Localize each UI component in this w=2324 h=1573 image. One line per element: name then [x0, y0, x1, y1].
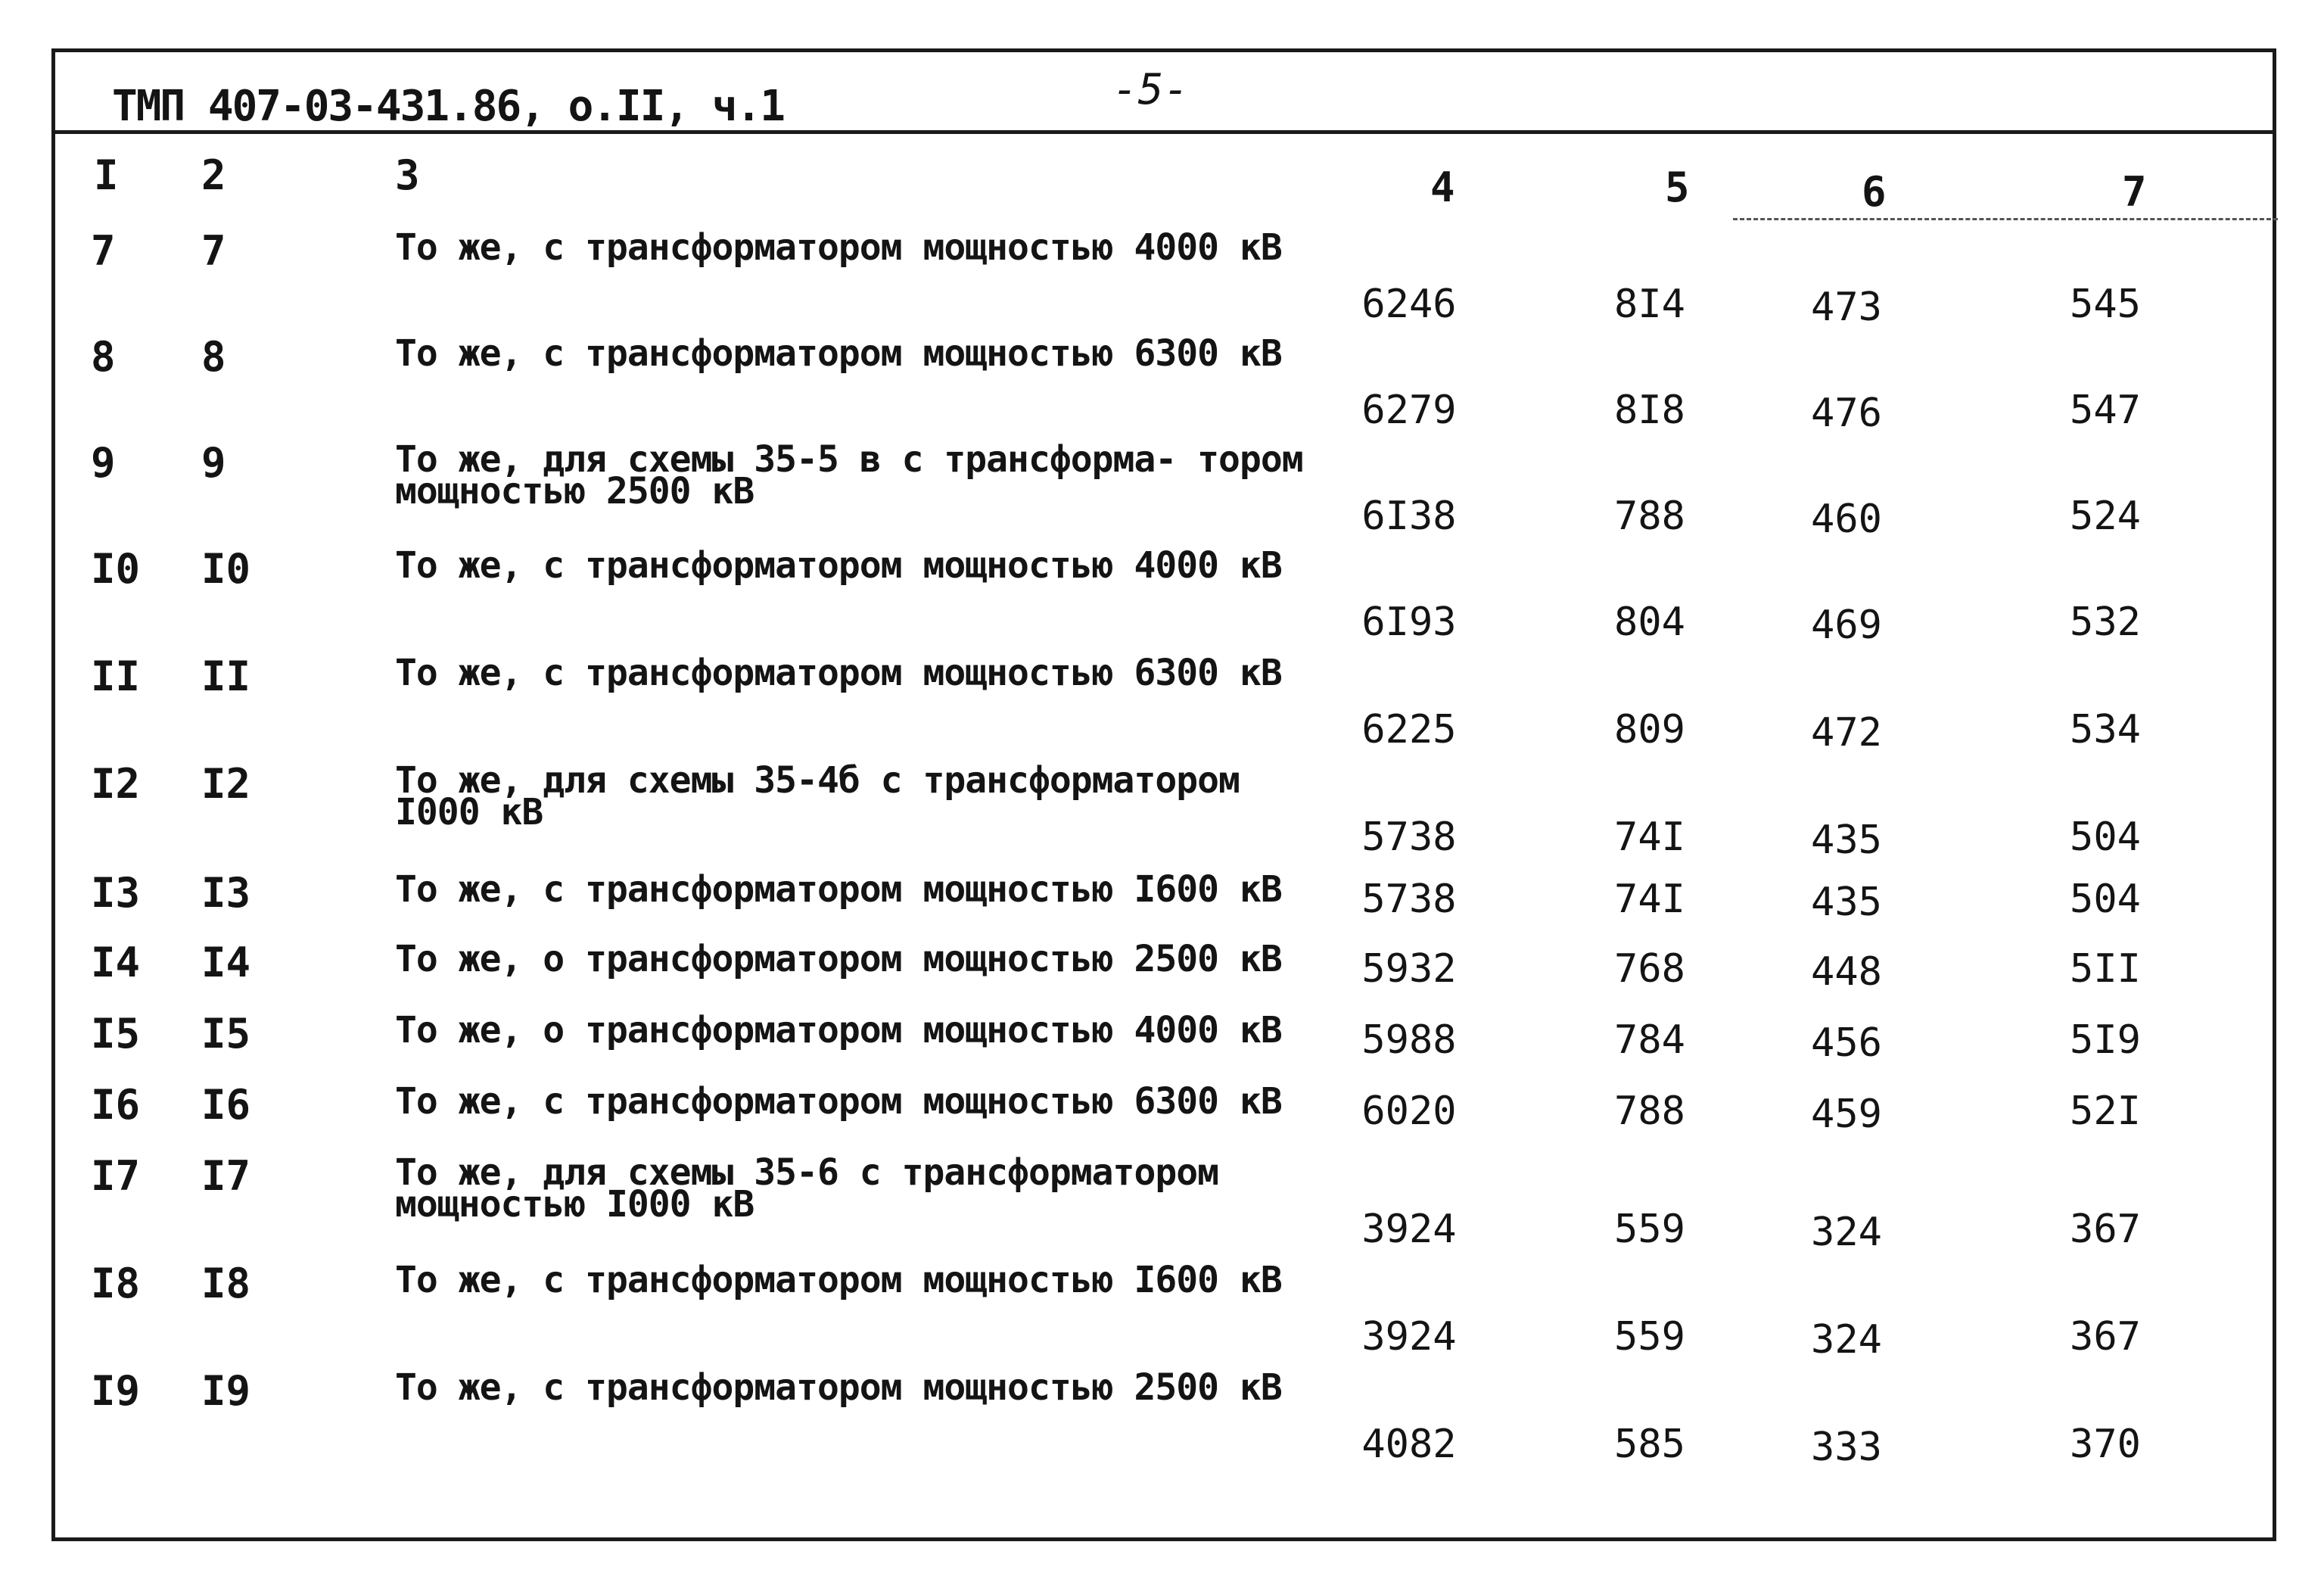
value-col-7-cell: 370	[2070, 1422, 2141, 1467]
value-col-5-cell: 784	[1614, 1017, 1685, 1063]
row-number-cell: I7	[91, 1152, 141, 1200]
row-description-cell: То же, для схемы 35-6 с трансформатором мощностью I000 кВ	[395, 1151, 1219, 1226]
row-position-cell: I3	[201, 869, 251, 917]
value-col-6-cell: 472	[1811, 710, 1882, 755]
value-col-6-cell: 435	[1811, 880, 1882, 925]
row-description-cell: То же, о трансформатором мощностью 2500 кВ	[395, 938, 1282, 980]
row-description-cell: То же, с трансформатором мощностью 6300 кВ	[395, 332, 1282, 375]
value-col-5-cell: 8I4	[1614, 282, 1685, 327]
value-col-4-cell: 5738	[1361, 815, 1457, 860]
row-position-cell: I0	[201, 545, 251, 593]
value-col-4-cell: 6I38	[1361, 494, 1457, 539]
value-col-4-cell: 6020	[1361, 1089, 1457, 1134]
value-col-4-cell: 6225	[1361, 707, 1457, 752]
value-col-5-cell: 585	[1614, 1422, 1685, 1467]
value-col-5-cell: 768	[1614, 946, 1685, 992]
value-col-5-cell: 559	[1614, 1207, 1685, 1252]
row-number-cell: I5	[91, 1010, 141, 1057]
value-col-4-cell: 6246	[1361, 282, 1457, 327]
value-col-4-cell: 5738	[1361, 877, 1457, 922]
row-number-cell: I8	[91, 1260, 141, 1307]
row-position-cell: I6	[201, 1081, 251, 1129]
value-col-7-cell: 532	[2070, 600, 2141, 645]
row-number-cell: I3	[91, 869, 141, 917]
value-col-6-cell: 324	[1811, 1210, 1882, 1255]
value-col-7-cell: 524	[2070, 494, 2141, 539]
value-col-6-cell: 324	[1811, 1317, 1882, 1363]
value-col-7-cell: 547	[2070, 388, 2141, 433]
column-header-3: 3	[395, 151, 420, 199]
row-position-cell: 8	[201, 333, 226, 381]
row-position-cell: 7	[201, 227, 226, 275]
row-description-cell: То же, с трансформатором мощностью 4000 кВ	[395, 226, 1282, 269]
value-col-7-cell: 367	[2070, 1314, 2141, 1360]
value-col-6-cell: 459	[1811, 1092, 1882, 1137]
row-position-cell: I4	[201, 939, 251, 986]
row-position-cell: I5	[201, 1010, 251, 1057]
row-description-cell: То же, с трансформатором мощностью I600 кВ	[395, 868, 1282, 911]
value-col-5-cell: 804	[1614, 600, 1685, 645]
value-col-4-cell: 5988	[1361, 1017, 1457, 1063]
row-description-cell: То же, с трансформатором мощностью 6300 кВ	[395, 652, 1282, 694]
value-col-7-cell: 5II	[2070, 946, 2141, 992]
row-position-cell: 9	[201, 439, 226, 487]
value-col-7-cell: 534	[2070, 707, 2141, 752]
row-description-cell: То же, с трансформатором мощностью 4000 кВ	[395, 544, 1282, 587]
value-col-5-cell: 559	[1614, 1314, 1685, 1360]
page-number: -5-	[1112, 65, 1190, 114]
column-header-7: 7	[2122, 168, 2147, 216]
row-position-cell: I8	[201, 1260, 251, 1307]
column-header-1: I	[94, 151, 119, 199]
value-col-5-cell: 809	[1614, 707, 1685, 752]
value-col-6-cell: 476	[1811, 391, 1882, 436]
value-col-5-cell: 74I	[1614, 815, 1685, 860]
row-description-cell: То же, с трансформатором мощностью 6300 кВ	[395, 1080, 1282, 1123]
row-position-cell: I2	[201, 760, 251, 808]
value-col-4-cell: 6I93	[1361, 600, 1457, 645]
row-position-cell: I7	[201, 1152, 251, 1200]
value-col-7-cell: 52I	[2070, 1089, 2141, 1134]
row-number-cell: I6	[91, 1081, 141, 1129]
row-description-cell: То же, для схемы 35-5 в с трансформа- тором мощностью 2500 кВ	[395, 438, 1303, 512]
value-col-6-cell: 469	[1811, 603, 1882, 648]
value-col-5-cell: 788	[1614, 1089, 1685, 1134]
row-number-cell: 8	[91, 333, 116, 381]
column-header-5: 5	[1665, 164, 1690, 211]
value-col-6-cell: 333	[1811, 1425, 1882, 1470]
row-description-cell: То же, с трансформатором мощностью I600 кВ	[395, 1259, 1282, 1301]
row-number-cell: I2	[91, 760, 141, 808]
column-header-4: 4	[1430, 164, 1455, 211]
value-col-4-cell: 5932	[1361, 946, 1457, 992]
row-number-cell: I9	[91, 1367, 141, 1415]
value-col-5-cell: 788	[1614, 494, 1685, 539]
value-col-4-cell: 6279	[1361, 388, 1457, 433]
value-col-6-cell: 448	[1811, 949, 1882, 995]
row-number-cell: 9	[91, 439, 116, 487]
row-position-cell: II	[201, 653, 251, 700]
value-col-5-cell: 8I8	[1614, 388, 1685, 433]
row-description-cell: То же, о трансформатором мощностью 4000 кВ	[395, 1009, 1282, 1051]
column-header-6: 6	[1862, 168, 1887, 216]
value-col-5-cell: 74I	[1614, 877, 1685, 922]
value-col-4-cell: 4082	[1361, 1422, 1457, 1467]
row-number-cell: II	[91, 653, 141, 700]
value-col-7-cell: 545	[2070, 282, 2141, 327]
value-col-4-cell: 3924	[1361, 1314, 1457, 1360]
row-description-cell: То же, с трансформатором мощностью 2500 кВ	[395, 1366, 1282, 1409]
row-number-cell: I0	[91, 545, 141, 593]
column-header-2: 2	[201, 151, 226, 199]
value-col-6-cell: 456	[1811, 1020, 1882, 1066]
row-number-cell: I4	[91, 939, 141, 986]
row-position-cell: I9	[201, 1367, 251, 1415]
value-col-4-cell: 3924	[1361, 1207, 1457, 1252]
value-col-6-cell: 435	[1811, 818, 1882, 863]
value-col-7-cell: 504	[2070, 815, 2141, 860]
value-col-7-cell: 367	[2070, 1207, 2141, 1252]
column-header-rule	[1733, 218, 2278, 220]
row-number-cell: 7	[91, 227, 116, 275]
value-col-6-cell: 460	[1811, 497, 1882, 542]
row-description-cell: То же, для схемы 35-4б с трансформатором I000 кВ	[395, 759, 1240, 833]
value-col-7-cell: 5I9	[2070, 1017, 2141, 1063]
value-col-6-cell: 473	[1811, 285, 1882, 330]
document-code: ТМП 407-03-431.86, о.II, ч.1	[112, 82, 785, 131]
value-col-7-cell: 504	[2070, 877, 2141, 922]
